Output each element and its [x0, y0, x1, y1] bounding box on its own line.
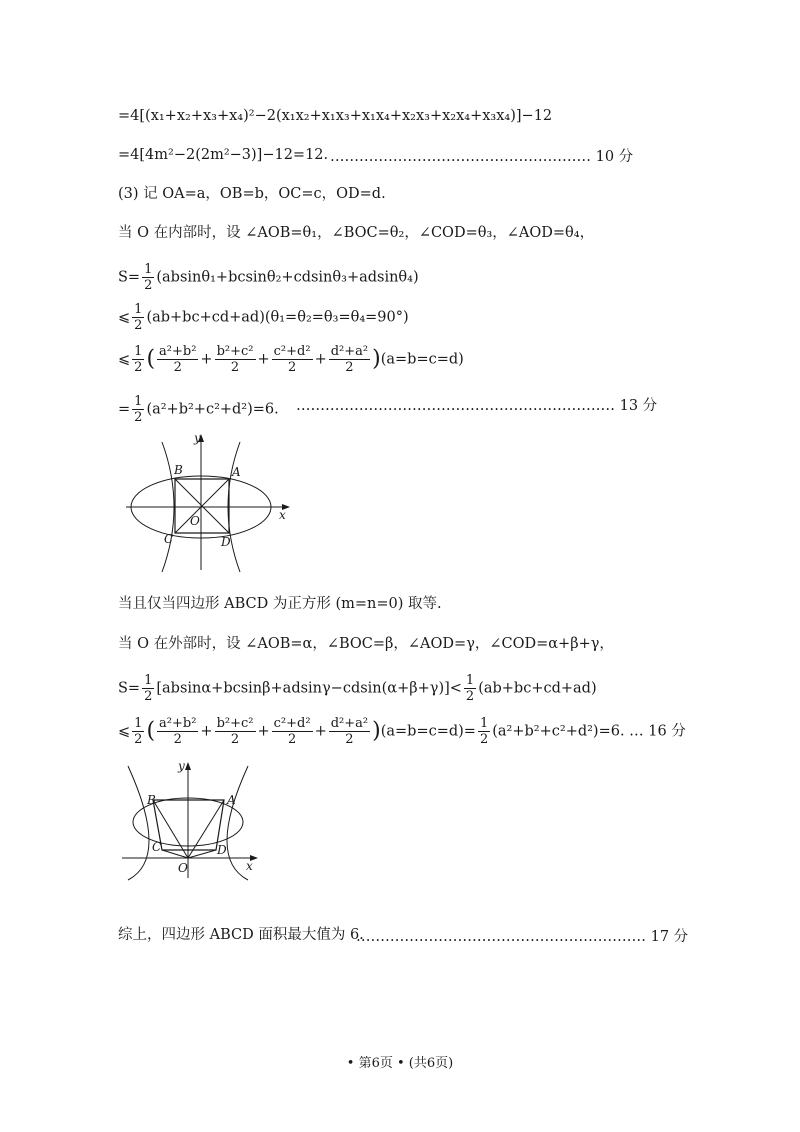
origin-label: O [190, 514, 200, 528]
point-b-label: B [147, 793, 156, 807]
fraction-ab: $\frac{\text{a²+b²}}{2}$ [159, 716, 197, 747]
point-c-label: C [152, 840, 162, 854]
figure-outer-case [118, 758, 268, 883]
equality-line: = $\frac{1}{2}$ (a²+b²+c²+d²)=6. [118, 394, 279, 425]
inequality-line-1: ⩽ $\frac{1}{2}$ (ab+bc+cd+ad)(θ₁=θ₂=θ₃=θ₄=90°) [118, 302, 409, 333]
half-fraction: $\frac{1}{2}$ [134, 394, 143, 425]
origin-label: O [178, 861, 188, 875]
inner-case-setup: 当 O 在内部时，设 ∠AOB=θ₁，∠BOC=θ₂，∠COD=θ₃，∠AOD=θ₄， [118, 225, 595, 241]
area-formula-inner [118, 262, 419, 293]
part-3-definition: (3) 记 OA=a，OB=b，OC=c，OD=d. [118, 186, 386, 202]
half-fraction: $\frac{1}{2}$ [134, 344, 143, 375]
area-formula-outer: S= $\frac{1}{2}$ [absinα+bcsinβ+adsinγ−cdsin(α+β+γ)]< $\frac{1}{2}$ (ab+bc+cd+ad) [118, 673, 597, 704]
x-axis-label: x [246, 859, 253, 873]
score-10: ……………………………………………… 10 分 [330, 149, 634, 165]
point-c-label: C [164, 532, 174, 546]
y-axis-label: y [178, 759, 185, 773]
fraction-da: $\frac{\text{d²+a²}}{2}$ [330, 716, 369, 747]
fraction-da: $\frac{\text{d²+a²}}{2}$ [330, 344, 369, 375]
score-17: …………………………………………………… 17 分 [356, 929, 689, 945]
score-13: ………………………………………………………… 13 分 [296, 398, 658, 414]
half-fraction: $\frac{1}{2}$ [465, 673, 475, 704]
fraction-cd: $\frac{\text{c²+d²}}{2}$ [273, 716, 311, 747]
point-d-label: D [217, 843, 227, 857]
half-fraction: $\frac{1}{2}$ [134, 716, 143, 747]
fraction-ab: $\frac{\text{a²+b²}}{2}$ [159, 344, 197, 375]
outer-case-setup: 当 O 在外部时，设 ∠AOB=α，∠BOC=β，∠AOD=γ，∠COD=α+β+γ， [118, 636, 614, 652]
area-body: (absinθ₁+bcsinθ₂+cdsinθ₃+adsinθ₄) [156, 269, 419, 286]
point-b-label: B [174, 463, 183, 477]
half-fraction: $\frac{1}{2}$ [479, 716, 489, 747]
point-a-label: A [232, 465, 241, 479]
area-prefix: S= [118, 269, 141, 286]
y-axis-label: y [194, 431, 201, 445]
x-axis-label: x [279, 508, 286, 522]
inequality-line-2: ⩽ $\frac{1}{2}$ ( $\frac{\text{a²+b²}}{2}$ + $\frac{\text{b²+c²}}{2}$ + $\frac{\text{c²+d²}}{2}$ + $\frac{\text{d²+a²}}{2}$ )(a=b=c=d) [118, 344, 464, 375]
fraction-bc: $\frac{\text{b²+c²}}{2}$ [216, 344, 254, 375]
half-fraction: $\frac{1}{2}$ [134, 302, 143, 333]
half-fraction: $\frac{1}{2}$ [144, 673, 153, 704]
expression-line-2: =4[4m²−2(2m²−3)]−12=12. [118, 147, 329, 163]
half-fraction: $\frac{1}{2}$ [144, 262, 153, 293]
fraction-bc: $\frac{\text{b²+c²}}{2}$ [216, 716, 254, 747]
equality-condition: 当且仅当四边形 ABCD 为正方形 (m=n=0) 取等. [118, 596, 442, 612]
conclusion: 综上，四边形 ABCD 面积最大值为 6. [118, 927, 364, 943]
point-a-label: A [227, 793, 236, 807]
expression-line-1: =4[(x₁+x₂+x₃+x₄)²−2(x₁x₂+x₁x₃+x₁x₄+x₂x₃+x₂x₄+x₃x₄)]−12 [118, 108, 553, 124]
fraction-cd: $\frac{\text{c²+d²}}{2}$ [273, 344, 311, 375]
figure-inner-case [118, 430, 308, 575]
inequality-line-outer: ⩽ $\frac{1}{2}$ ( $\frac{\text{a²+b²}}{2}$ + $\frac{\text{b²+c²}}{2}$ + $\frac{\text{c²+d²}}{2}$ + $\frac{\text{d²+a²}}{2}$ )(a=b=c=d)= $\frac{1}{2}$ (a²+b²+c²+d²)=6. … 16 分 [118, 716, 686, 747]
page-footer: • 第6页 • (共6页) [346, 1056, 454, 1071]
point-d-label: D [221, 535, 231, 549]
